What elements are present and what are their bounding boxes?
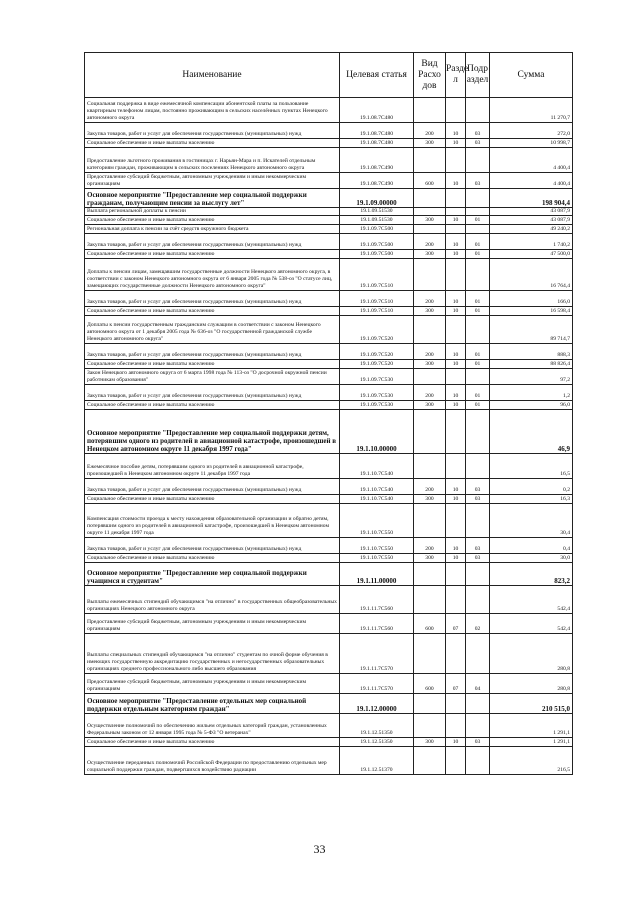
cell-subsection [466, 714, 490, 738]
cell-target-article: 19.1.09.7С500 [340, 234, 414, 250]
cell-expense-type: 200 [414, 234, 446, 250]
cell-expense-type [414, 454, 446, 479]
cell-name: Социальное обеспечение и иные выплаты населению [85, 360, 340, 369]
cell-sum: 30,0 [490, 554, 573, 563]
cell-target-article: 19.1.09.51530 [340, 208, 414, 216]
cell-subsection: 01 [466, 385, 490, 401]
cell-name: Социальная поддержка в виде ежемесячной компенсации абонентской платы за пользование квартирным телефоном лицам, постоянно проживающим в сельских населённых пунктах Ненецкого автономного округа [85, 98, 340, 123]
cell-expense-type: 300 [414, 250, 446, 259]
cell-name: Основное мероприятие "Предоставление мер социальной поддержки детям, потерявшим одного из родителей в авиационной катастрофе, произошедшей в Ненецком автономном округе 11 декабря 1997 года" [85, 410, 340, 454]
cell-target-article: 19.1.11.7С560 [340, 586, 414, 614]
table-row [85, 316, 573, 344]
table-row [85, 504, 573, 538]
cell-target-article: 19.1.10.00000 [340, 410, 414, 454]
cell-sum: 43 087,9 [490, 208, 573, 216]
cell-target-article: 19.1.12.51370 [340, 747, 414, 775]
cell-subsection [466, 694, 490, 714]
cell-section [446, 714, 466, 738]
cell-section: 10 [446, 234, 466, 250]
cell-expense-type [414, 504, 446, 538]
cell-target-article: 19.1.09.7С530 [340, 385, 414, 401]
table-row [85, 454, 573, 479]
cell-sum: 47 500,0 [490, 250, 573, 259]
cell-sum: 1 291,1 [490, 738, 573, 747]
cell-name: Предоставление субсидий бюджетным, автономным учреждениям и иным некоммерческим организациям [85, 614, 340, 634]
table-header-row [85, 53, 573, 98]
cell-subsection [466, 189, 490, 208]
cell-name: Социальное обеспечение и иные выплаты населению [85, 401, 340, 410]
table-row [85, 614, 573, 634]
page-number: 33 [313, 842, 326, 856]
cell-target-article: 19.1.09.7С530 [340, 401, 414, 410]
cell-name: Социальное обеспечение и иные выплаты населению [85, 307, 340, 316]
table-row [85, 714, 573, 738]
cell-sum: 16,3 [490, 495, 573, 504]
cell-section [446, 259, 466, 291]
cell-subsection [466, 586, 490, 614]
cell-subsection [466, 454, 490, 479]
cell-section: 10 [446, 307, 466, 316]
table-row [85, 225, 573, 234]
cell-subsection [466, 98, 490, 123]
cell-target-article: 19.1.10.7С550 [340, 554, 414, 563]
cell-sum: 49 240,2 [490, 225, 573, 234]
cell-section [446, 586, 466, 614]
table-row [85, 216, 573, 225]
cell-subsection [466, 259, 490, 291]
cell-sum: 280,8 [490, 674, 573, 694]
cell-expense-type: 300 [414, 401, 446, 410]
cell-target-article: 19.1.12.51350 [340, 714, 414, 738]
cell-sum: 166,0 [490, 291, 573, 307]
header-name: Наименование [85, 53, 340, 98]
cell-expense-type [414, 586, 446, 614]
cell-subsection: 03 [466, 139, 490, 148]
cell-expense-type: 600 [414, 173, 446, 189]
table-row [85, 410, 573, 454]
cell-expense-type [414, 747, 446, 775]
cell-sum: 888,3 [490, 344, 573, 360]
cell-target-article: 19.1.10.7С550 [340, 504, 414, 538]
table-row [85, 189, 573, 208]
cell-target-article: 19.1.09.7С530 [340, 369, 414, 385]
cell-sum: 0,2 [490, 479, 573, 495]
cell-sum: 280,8 [490, 634, 573, 674]
header-section: Разде л [446, 53, 466, 98]
cell-target-article: 19.1.08.7С490 [340, 148, 414, 173]
table-row [85, 173, 573, 189]
cell-target-article: 19.1.09.00000 [340, 189, 414, 208]
cell-target-article: 19.1.10.7С550 [340, 538, 414, 554]
table-row [85, 554, 573, 563]
cell-subsection: 02 [466, 614, 490, 634]
cell-sum: 16 598,4 [490, 307, 573, 316]
cell-expense-type [414, 410, 446, 454]
cell-section [446, 208, 466, 216]
cell-target-article: 19.1.10.7С540 [340, 495, 414, 504]
cell-name: Выплата региональной доплаты к пенсии [85, 208, 340, 216]
table-row [85, 385, 573, 401]
cell-expense-type: 200 [414, 344, 446, 360]
table-row [85, 360, 573, 369]
cell-subsection: 01 [466, 234, 490, 250]
cell-name: Осуществление переданных полномочий Российской Федерации по предоставлению отдельных мер социальной поддержки граждан, подвергшихся воздействию радиации [85, 747, 340, 775]
cell-expense-type [414, 208, 446, 216]
cell-name: Выплаты специальных стипендий обучающимся "на отлично" студентам по очной форме обучения в имеющих государственную аккредитацию государственных и негосударственных образовательных организациях среднего профессионального либо высшего образования [85, 634, 340, 674]
cell-section: 10 [446, 554, 466, 563]
cell-section [446, 634, 466, 674]
cell-name: Социальное обеспечение и иные выплаты населению [85, 139, 340, 148]
cell-name: Закупка товаров, работ и услуг для обеспечения государственных (муниципальных) нужд [85, 538, 340, 554]
cell-name: Закон Ненецкого автономного округа от 6 марта 1998 года № 113-оз "О досрочной окружной пенсии работникам образования" [85, 369, 340, 385]
cell-name: Закупка товаров, работ и услуг для обеспечения государственных (муниципальных) нужд [85, 479, 340, 495]
cell-section: 10 [446, 250, 466, 259]
cell-expense-type: 200 [414, 291, 446, 307]
table-row [85, 563, 573, 586]
cell-section [446, 369, 466, 385]
cell-target-article: 19.1.08.7С480 [340, 139, 414, 148]
cell-expense-type: 300 [414, 495, 446, 504]
cell-expense-type: 200 [414, 538, 446, 554]
cell-subsection: 03 [466, 554, 490, 563]
table-row [85, 148, 573, 173]
table-row [85, 401, 573, 410]
cell-section: 10 [446, 173, 466, 189]
header-subsection: Подр аздел [466, 53, 490, 98]
cell-name: Основное мероприятие "Предоставление мер социальной поддержки учащимся и студентам" [85, 563, 340, 586]
cell-sum: 1 740,2 [490, 234, 573, 250]
cell-target-article: 19.1.09.51530 [340, 216, 414, 225]
cell-sum: 0,4 [490, 538, 573, 554]
cell-subsection [466, 316, 490, 344]
cell-name: Закупка товаров, работ и услуг для обеспечения государственных (муниципальных) нужд [85, 291, 340, 307]
cell-expense-type: 600 [414, 614, 446, 634]
table-row [85, 747, 573, 775]
cell-sum: 30,4 [490, 504, 573, 538]
cell-sum: 4 400,4 [490, 173, 573, 189]
cell-subsection: 03 [466, 479, 490, 495]
cell-name: Социальное обеспечение и иные выплаты населению [85, 554, 340, 563]
cell-section: 10 [446, 216, 466, 225]
cell-section [446, 563, 466, 586]
cell-sum: 89 714,7 [490, 316, 573, 344]
cell-subsection: 01 [466, 401, 490, 410]
cell-section: 10 [446, 479, 466, 495]
cell-section [446, 504, 466, 538]
cell-target-article: 19.1.12.51350 [340, 738, 414, 747]
cell-sum: 16 764,4 [490, 259, 573, 291]
cell-section: 10 [446, 291, 466, 307]
cell-expense-type: 300 [414, 360, 446, 369]
cell-sum: 96,0 [490, 401, 573, 410]
cell-target-article: 19.1.09.7С510 [340, 307, 414, 316]
cell-target-article: 19.1.12.00000 [340, 694, 414, 714]
cell-target-article: 19.1.11.7С570 [340, 634, 414, 674]
cell-expense-type [414, 148, 446, 173]
cell-name: Осуществление полномочий по обеспечению жильем отдельных категорий граждан, установленных Федеральным законом от 12 января 1995 года № 5-ФЗ "О ветеранах" [85, 714, 340, 738]
cell-subsection: 03 [466, 538, 490, 554]
cell-sum: 216,5 [490, 747, 573, 775]
header-sum: Сумма [490, 53, 573, 98]
cell-name: Компенсация стоимости проезда к месту нахождения образовательной организации и обратно детям, потерявшим одного из родителей в авиационной катастрофе, произошедшей в Ненецком автономном округе 11 декабря 1997 года [85, 504, 340, 538]
cell-subsection: 01 [466, 307, 490, 316]
cell-target-article: 19.1.10.7С540 [340, 479, 414, 495]
cell-subsection: 03 [466, 173, 490, 189]
cell-target-article: 19.1.10.7С540 [340, 454, 414, 479]
cell-name: Основное мероприятие "Предоставление отдельных мер социальной поддержки отдельным категориям граждан" [85, 694, 340, 714]
cell-sum: 542,4 [490, 614, 573, 634]
cell-section: 10 [446, 123, 466, 139]
cell-section: 10 [446, 401, 466, 410]
cell-name: Выплаты ежемесячных стипендий обучающимся "на отлично" в государственных общеобразовательных организациях Ненецкого автономного округа [85, 586, 340, 614]
cell-section [446, 225, 466, 234]
cell-subsection: 03 [466, 495, 490, 504]
cell-expense-type: 200 [414, 385, 446, 401]
cell-subsection [466, 504, 490, 538]
cell-sum: 88 826,4 [490, 360, 573, 369]
cell-subsection [466, 410, 490, 454]
cell-subsection: 01 [466, 250, 490, 259]
table-row [85, 538, 573, 554]
table-row [85, 694, 573, 714]
table-row [85, 208, 573, 216]
cell-sum: 11 270,7 [490, 98, 573, 123]
cell-name: Доплаты к пенсии государственным гражданским служащим в соответствии с законом Ненецкого автономного округа от 1 декабря 2005 года № 636-оз "О государственной гражданской службе Ненецкого автономного округа" [85, 316, 340, 344]
cell-name: Закупка товаров, работ и услуг для обеспечения государственных (муниципальных) нужд [85, 344, 340, 360]
cell-subsection [466, 208, 490, 216]
cell-sum: 1,2 [490, 385, 573, 401]
cell-target-article: 19.1.11.7С560 [340, 614, 414, 634]
cell-expense-type [414, 714, 446, 738]
cell-name: Закупка товаров, работ и услуг для обеспечения государственных (муниципальных) нужд [85, 234, 340, 250]
cell-sum: 272,0 [490, 123, 573, 139]
cell-sum: 542,4 [490, 586, 573, 614]
table-row [85, 139, 573, 148]
cell-sum: 97,2 [490, 369, 573, 385]
cell-section: 10 [446, 538, 466, 554]
table-row [85, 369, 573, 385]
cell-subsection: 03 [466, 738, 490, 747]
cell-section: 10 [446, 738, 466, 747]
cell-subsection [466, 148, 490, 173]
cell-expense-type [414, 98, 446, 123]
cell-expense-type [414, 634, 446, 674]
cell-expense-type: 200 [414, 123, 446, 139]
cell-section: 07 [446, 614, 466, 634]
cell-section [446, 410, 466, 454]
cell-sum: 1 291,1 [490, 714, 573, 738]
cell-section [446, 316, 466, 344]
cell-name: Социальное обеспечение и иные выплаты населению [85, 250, 340, 259]
cell-section: 10 [446, 344, 466, 360]
table-row [85, 674, 573, 694]
cell-name: Закупка товаров, работ и услуг для обеспечения государственных (муниципальных) нужд [85, 123, 340, 139]
cell-name: Предоставление льготного проживания в гостиницах г. Нарьян-Мара и п. Искателей отдельным категориям граждан, проживающим в сельских поселениях Ненецкого автономного округа [85, 148, 340, 173]
cell-subsection: 01 [466, 291, 490, 307]
cell-expense-type: 200 [414, 479, 446, 495]
cell-sum: 210 515,0 [490, 694, 573, 714]
cell-sum: 198 904,4 [490, 189, 573, 208]
cell-target-article: 19.1.09.7С520 [340, 316, 414, 344]
table-row [85, 250, 573, 259]
cell-expense-type [414, 259, 446, 291]
cell-expense-type [414, 563, 446, 586]
table-row [85, 98, 573, 123]
cell-section: 10 [446, 139, 466, 148]
cell-target-article: 19.1.09.7С510 [340, 291, 414, 307]
cell-section [446, 694, 466, 714]
cell-name: Социальное обеспечение и иные выплаты населению [85, 738, 340, 747]
table-row [85, 234, 573, 250]
cell-subsection [466, 563, 490, 586]
cell-name: Региональная доплата к пенсии за счёт средств окружного бюджета [85, 225, 340, 234]
cell-name: Закупка товаров, работ и услуг для обеспечения государственных (муниципальных) нужд [85, 385, 340, 401]
table-row [85, 123, 573, 139]
cell-section [446, 189, 466, 208]
cell-expense-type: 300 [414, 554, 446, 563]
cell-section [446, 148, 466, 173]
cell-expense-type: 300 [414, 139, 446, 148]
cell-target-article: 19.1.08.7С480 [340, 123, 414, 139]
header-expense-type: Вид Расхо дов [414, 53, 446, 98]
cell-section [446, 747, 466, 775]
cell-target-article: 19.1.09.7С500 [340, 250, 414, 259]
cell-subsection [466, 225, 490, 234]
cell-expense-type [414, 225, 446, 234]
cell-sum: 823,2 [490, 563, 573, 586]
cell-expense-type [414, 369, 446, 385]
table-row [85, 738, 573, 747]
cell-name: Предоставление субсидий бюджетным, автономным учреждениям и иным некоммерческим организациям [85, 173, 340, 189]
cell-target-article: 19.1.09.7С520 [340, 360, 414, 369]
cell-section [446, 454, 466, 479]
cell-subsection: 01 [466, 344, 490, 360]
cell-name: Ежемесячное пособие детям, потерявшим одного из родителей в авиационной катастрофе, произошедшей в Ненецком автономном округе 11 декабря 1997 года [85, 454, 340, 479]
table-row [85, 634, 573, 674]
cell-expense-type: 300 [414, 216, 446, 225]
cell-target-article: 19.1.11.00000 [340, 563, 414, 586]
cell-section: 10 [446, 385, 466, 401]
cell-subsection [466, 369, 490, 385]
cell-subsection: 04 [466, 674, 490, 694]
cell-sum: 43 087,9 [490, 216, 573, 225]
cell-expense-type [414, 316, 446, 344]
cell-expense-type: 300 [414, 738, 446, 747]
header-target-article: Целевая статья [340, 53, 414, 98]
cell-expense-type [414, 189, 446, 208]
table-row [85, 291, 573, 307]
cell-section: 07 [446, 674, 466, 694]
cell-expense-type: 600 [414, 674, 446, 694]
cell-target-article: 19.1.09.7С520 [340, 344, 414, 360]
table-row [85, 586, 573, 614]
cell-name: Основное мероприятие "Предоставление мер социальной поддержки гражданам, получающим пенсии за выслугу лет" [85, 189, 340, 208]
cell-subsection: 01 [466, 216, 490, 225]
cell-subsection: 01 [466, 360, 490, 369]
cell-expense-type: 300 [414, 307, 446, 316]
cell-subsection [466, 634, 490, 674]
cell-target-article: 19.1.09.7С500 [340, 225, 414, 234]
cell-section: 10 [446, 495, 466, 504]
cell-expense-type [414, 694, 446, 714]
table-row [85, 344, 573, 360]
cell-target-article: 19.1.09.7С510 [340, 259, 414, 291]
cell-subsection [466, 747, 490, 775]
budget-table [84, 52, 573, 775]
cell-name: Доплаты к пенсии лицам, замещавшим государственные должности Ненецкого автономного округа, в соответствии с законом Ненецкого автономного округа от 6 января 2005 года № 538-оз "О статусе лиц, замещающих государственные должности Ненецкого автономного округа" [85, 259, 340, 291]
cell-name: Предоставление субсидий бюджетным, автономным учреждениям и иным некоммерческим организациям [85, 674, 340, 694]
cell-name: Социальное обеспечение и иные выплаты населению [85, 216, 340, 225]
cell-sum: 46,9 [490, 410, 573, 454]
cell-target-article: 19.1.11.7С570 [340, 674, 414, 694]
table-row [85, 495, 573, 504]
table-row [85, 307, 573, 316]
cell-subsection: 03 [466, 123, 490, 139]
cell-target-article: 19.1.08.7С480 [340, 98, 414, 123]
cell-sum: 10 998,7 [490, 139, 573, 148]
cell-sum: 16,5 [490, 454, 573, 479]
cell-name: Социальное обеспечение и иные выплаты населению [85, 495, 340, 504]
cell-section [446, 98, 466, 123]
cell-sum: 4 400,4 [490, 148, 573, 173]
table-body [85, 98, 573, 775]
cell-target-article: 19.1.08.7С490 [340, 173, 414, 189]
cell-section: 10 [446, 360, 466, 369]
table-row [85, 479, 573, 495]
table-row [85, 259, 573, 291]
